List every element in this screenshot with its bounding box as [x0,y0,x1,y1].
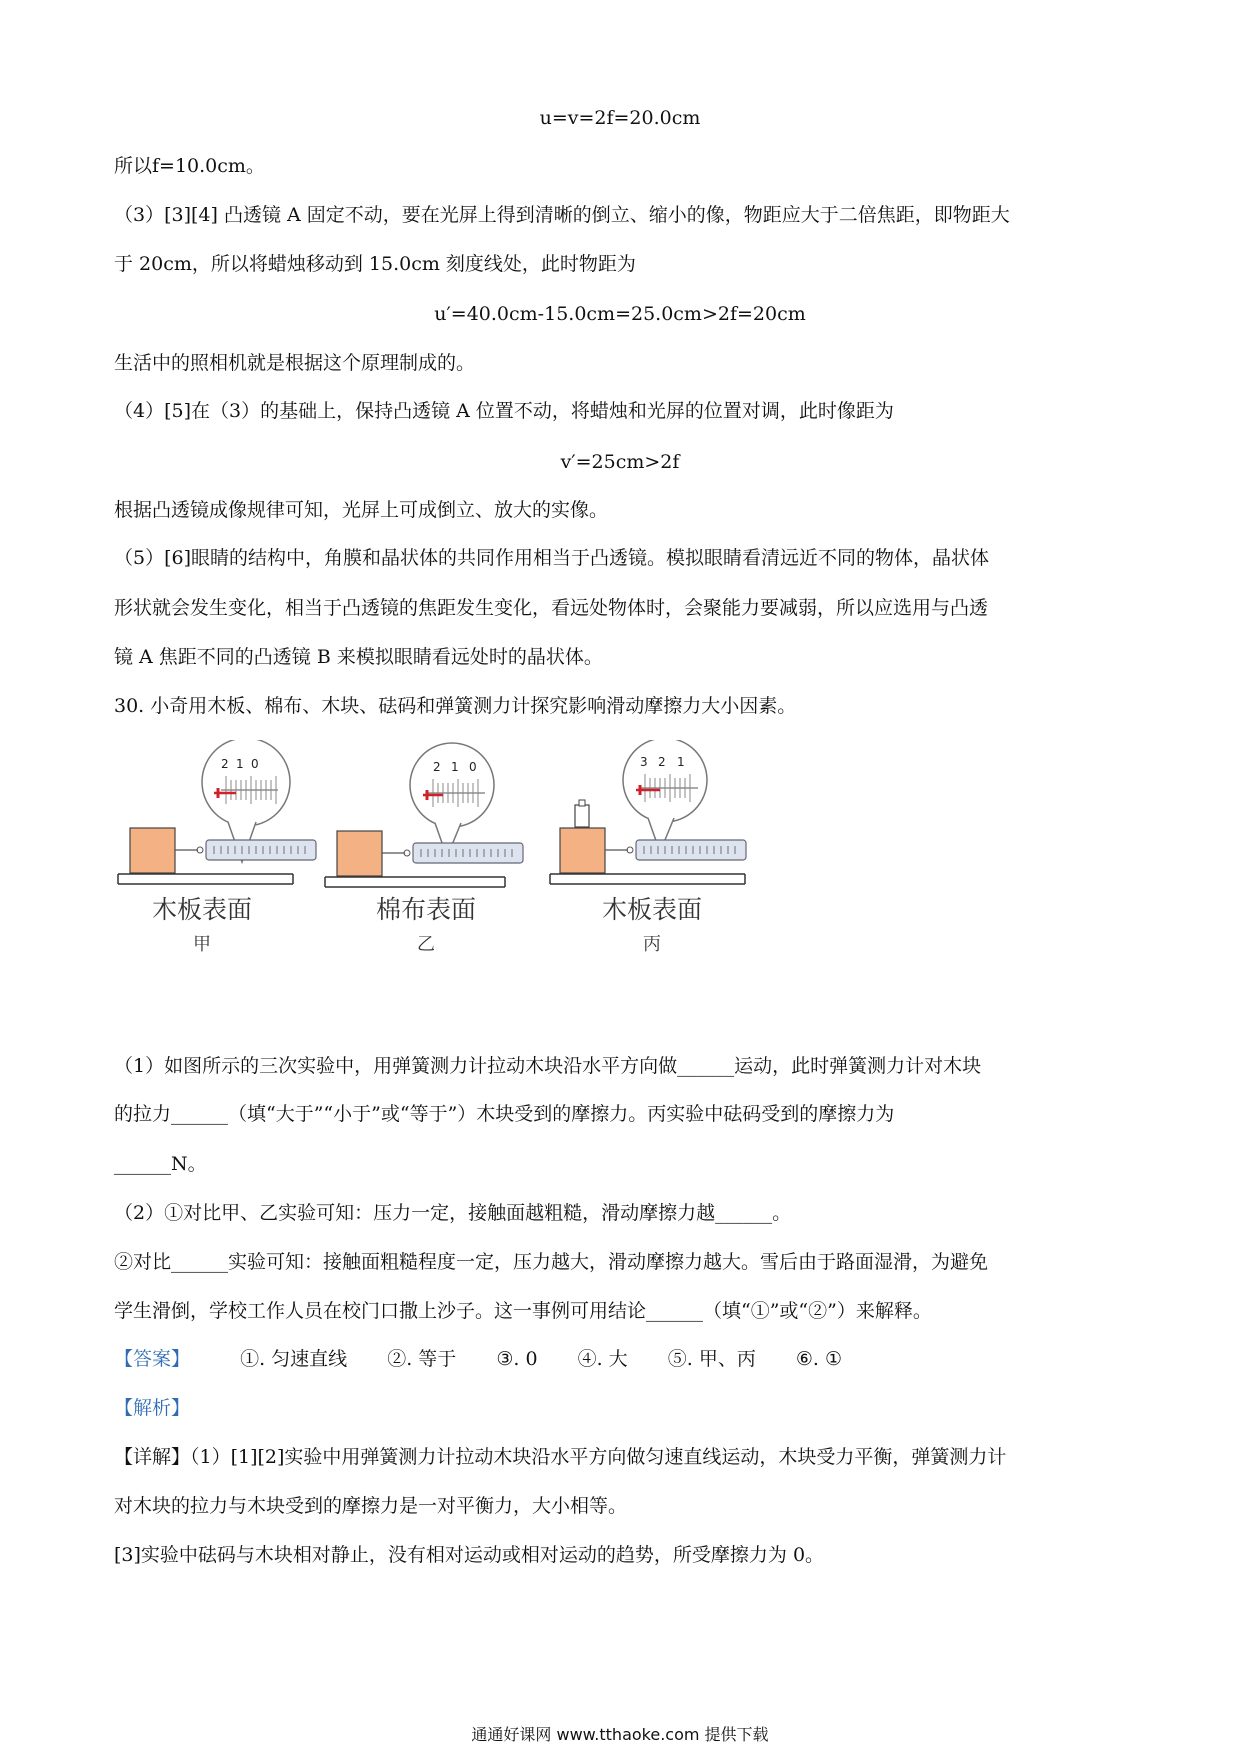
question-line: （2）①对比甲、乙实验可知：压力一定，接触面越粗糙，滑动摩擦力越______。 [114,1202,792,1224]
text-line: （3）[3][4] 凸透镜 A 固定不动，要在光屏上得到清晰的倒立、缩小的像，物距应大于二倍焦距，即物距大 [114,204,1010,226]
surface-label-jia: 木板表面 [151,895,252,924]
question-line: ②对比______实验可知：接触面粗糙程度一定，压力越大，滑动摩擦力越大。雪后由于路面湿滑，为避免 [114,1251,989,1273]
formula-2: u′=40.0cm-15.0cm=25.0cm>2f=20cm [434,303,806,325]
answer-item: ③. 0 [496,1348,538,1370]
formula-3: v′=25cm>2f [560,451,680,473]
text-line: （4）[5]在（3）的基础上，保持凸透镜 A 位置不动，将蜡烛和光屏的位置对调，此时像距为 [114,400,894,422]
tick-label: 1 [677,755,685,769]
detail-line: 对木块的拉力与木块受到的摩擦力是一对平衡力，大小相等。 [114,1495,628,1517]
panel-jia [118,740,316,884]
detail-line: 【详解】（1）[1][2]实验中用弹簧测力计拉动木块沿水平方向做匀速直线运动，木块受力平衡，弹簧测力计 [114,1446,1007,1468]
answer-item: ⑥. ① [795,1348,843,1370]
text-line: 镜 A 焦距不同的凸透镜 B 来模拟眼睛看远处时的晶状体。 [114,646,603,668]
footer: 通通好课网 www.tthaoke.com 提供下载 [471,1725,769,1744]
answer-item: ⑤. 甲、丙 [667,1348,756,1370]
surface-label-yi: 棉布表面 [375,895,476,924]
analysis-label: 【解析】 [114,1397,191,1419]
text-line: 根据凸透镜成像规律可知，光屏上可成倒立、放大的实像。 [114,499,609,521]
surface-label-bing: 木板表面 [601,895,702,924]
text-line: （5）[6]眼睛的结构中，角膜和晶状体的共同作用相当于凸透镜。模拟眼睛看清远近不同的物体，晶状体 [114,547,990,569]
answer-row [114,1345,876,1373]
tick-label: 0 [251,757,259,771]
question-line: （1）如图所示的三次实验中，用弹簧测力计拉动木块沿水平方向做______运动，此时弹簧测力计对木块 [114,1055,982,1077]
text-line: 所以f=10.0cm。 [114,155,265,177]
detail-line: [3]实验中砝码与木块相对静止，没有相对运动或相对运动的趋势，所受摩擦力为 0。 [114,1544,825,1566]
tick-label: 2 [221,757,229,771]
experiment-figure [110,740,770,955]
text-line: 生活中的照相机就是根据这个原理制成的。 [114,352,476,374]
panel-label-bing: 丙 [643,934,661,955]
tick-label: 1 [451,760,459,774]
answer-item: ④. 大 [577,1348,628,1370]
text-line: 形状就会发生变化，相当于凸透镜的焦距发生变化，看远处物体时，会聚能力要减弱，所以应选用与凸透 [114,597,989,619]
panel-label-yi: 乙 [417,934,435,955]
answer-item: ①. 匀速直线 [240,1348,348,1370]
panel-label-jia: 甲 [193,934,211,955]
question-line: 的拉力______（填“大于”“小于”或“等于”）木块受到的摩擦力。丙实验中砝码受到的摩擦力为 [114,1103,895,1125]
tick-label: 2 [433,760,441,774]
question-line: ______N。 [114,1153,207,1175]
tick-label: 2 [658,755,666,769]
formula-1: u=v=2f=20.0cm [539,107,701,129]
panel-yi [325,743,523,887]
answer-item: ②. 等于 [387,1348,457,1370]
tick-label: 0 [469,760,477,774]
question-line: 学生滑倒，学校工作人员在校门口撒上沙子。这一事例可用结论______（填“①”或“②”）来解释。 [114,1300,932,1322]
tick-label: 1 [236,757,244,771]
tick-label: 3 [640,755,648,769]
answer-label: 【答案】 [114,1348,191,1370]
panel-bing [550,740,746,884]
question-30-title: 30. 小奇用木板、棉布、木块、砝码和弹簧测力计探究影响滑动摩擦力大小因素。 [114,695,797,717]
text-line: 于 20cm，所以将蜡烛移动到 15.0cm 刻度线处，此时物距为 [114,253,636,275]
